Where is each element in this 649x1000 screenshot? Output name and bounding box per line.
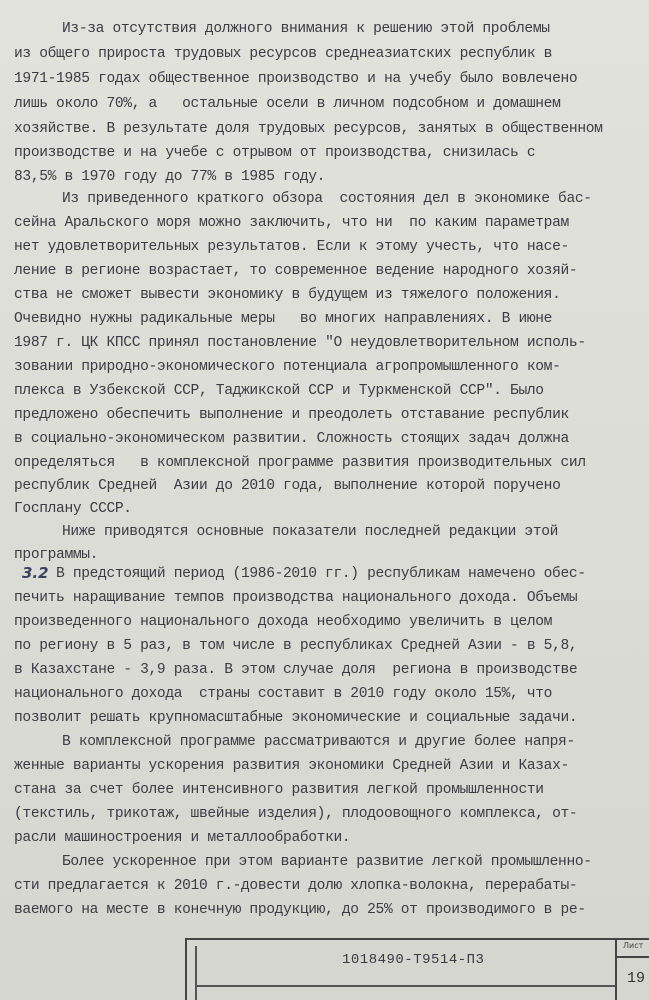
text-line: в Казахстане - 3,9 раза. В этом случае доля региона в производстве xyxy=(14,662,578,678)
text-line: из общего прироста трудовых ресурсов среднеазиатских республик в xyxy=(14,46,553,62)
text-line: стана за счет более интенсивного развития легкой промышленности xyxy=(14,782,544,798)
text-line: ваемого на месте в конечную продукцию, до 25% от производимого в ре- xyxy=(14,902,586,918)
text-line: республик Средней Азии до 2010 года, выполнение которой поручено xyxy=(14,478,561,494)
text-line: (текстиль, трикотаж, швейные изделия), плодоовощного комплекса, от- xyxy=(14,806,578,822)
text-line: хозяйстве. В результате доля трудовых ресурсов, занятых в общественном xyxy=(14,121,603,137)
text-line: Госплану СССР. xyxy=(14,501,132,517)
text-line: сейна Аральского моря можно заключить, что ни по каким параметрам xyxy=(14,215,569,231)
text-line: В предстоящий период (1986-2010 гг.) республикам намечено обес- xyxy=(56,566,586,582)
section-number: 3.2 xyxy=(22,564,49,582)
text-line: определяться в комплексной программе развития производительных сил xyxy=(14,455,586,471)
sheet-cell-divider xyxy=(617,956,649,958)
drawing-title-block xyxy=(185,938,649,1000)
text-line: ства не сможет вывести экономику в будущем из тяжелого положения. xyxy=(14,287,561,303)
text-line: Более ускоренное при этом варианте развитие легкой промышленно- xyxy=(62,854,592,870)
text-line: лишь около 70%, а остальные осели в личном подсобном и домашнем xyxy=(14,96,561,112)
text-line: Из-за отсутствия должного внимания к решению этой проблемы xyxy=(62,21,550,37)
text-line: в социально-экономическом развитии. Сложность стоящих задач должна xyxy=(14,431,569,447)
text-line: национального дохода страны составит в 2010 году около 15%, что xyxy=(14,686,553,702)
sheet-label: Лист xyxy=(623,941,644,950)
text-line: 83,5% в 1970 году до 77% в 1985 году. xyxy=(14,169,326,185)
text-line: позволит решать крупномасштабные экономические и социальные задачи. xyxy=(14,710,578,726)
text-line: 1971-1985 годах общественное производство и на учебу было вовлечено xyxy=(14,71,578,87)
text-line: Очевидно нужны радикальные меры во многих направлениях. В июне xyxy=(14,311,553,327)
text-line: ление в регионе возрастает, то современное ведение народного хозяй- xyxy=(14,263,578,279)
sheet-number: 19 xyxy=(627,970,646,987)
text-line: плекса в Узбекской ССР, Таджикской ССР и Туркменской ССР". Было xyxy=(14,383,544,399)
sheet-cell xyxy=(615,940,649,1000)
text-line: Ниже приводятся основные показатели последней редакции этой xyxy=(62,524,559,540)
text-line: расли машиностроения и металлообработки. xyxy=(14,830,351,846)
title-block-divider xyxy=(195,946,197,1000)
text-line: В комплексной программе рассматриваются и другие более напря- xyxy=(62,734,575,750)
text-line: программы. xyxy=(14,547,99,563)
text-line: 1987 г. ЦК КПСС принял постановление "О неудовлетворительном исполь- xyxy=(14,335,586,351)
document-number: 1018490-Т9514-П3 xyxy=(342,952,485,968)
text-line: предложено обеспечить выполнение и преодолеть отставание республик xyxy=(14,407,569,423)
text-line: нет удовлетворительных результатов. Если к этому учесть, что насе- xyxy=(14,239,569,255)
text-line: зовании природно-экономического потенциала агропромышленного ком- xyxy=(14,359,561,375)
text-line: Из приведенного краткого обзора состояния дел в экономике бас- xyxy=(62,191,592,207)
title-block-rule xyxy=(195,985,615,987)
text-line: производстве и на учебе с отрывом от производства, снизилась с xyxy=(14,145,536,161)
text-line: печить наращивание темпов производства национального дохода. Объемы xyxy=(14,590,578,606)
text-line: сти предлагается к 2010 г.-довести долю хлопка-волокна, перерабаты- xyxy=(14,878,578,894)
text-line: произведенного национального дохода необходимо увеличить в целом xyxy=(14,614,553,630)
text-line: по региону в 5 раз, в том числе в республиках Средней Азии - в 5,8, xyxy=(14,638,578,654)
text-line: женные варианты ускорения развития экономики Средней Азии и Казах- xyxy=(14,758,569,774)
